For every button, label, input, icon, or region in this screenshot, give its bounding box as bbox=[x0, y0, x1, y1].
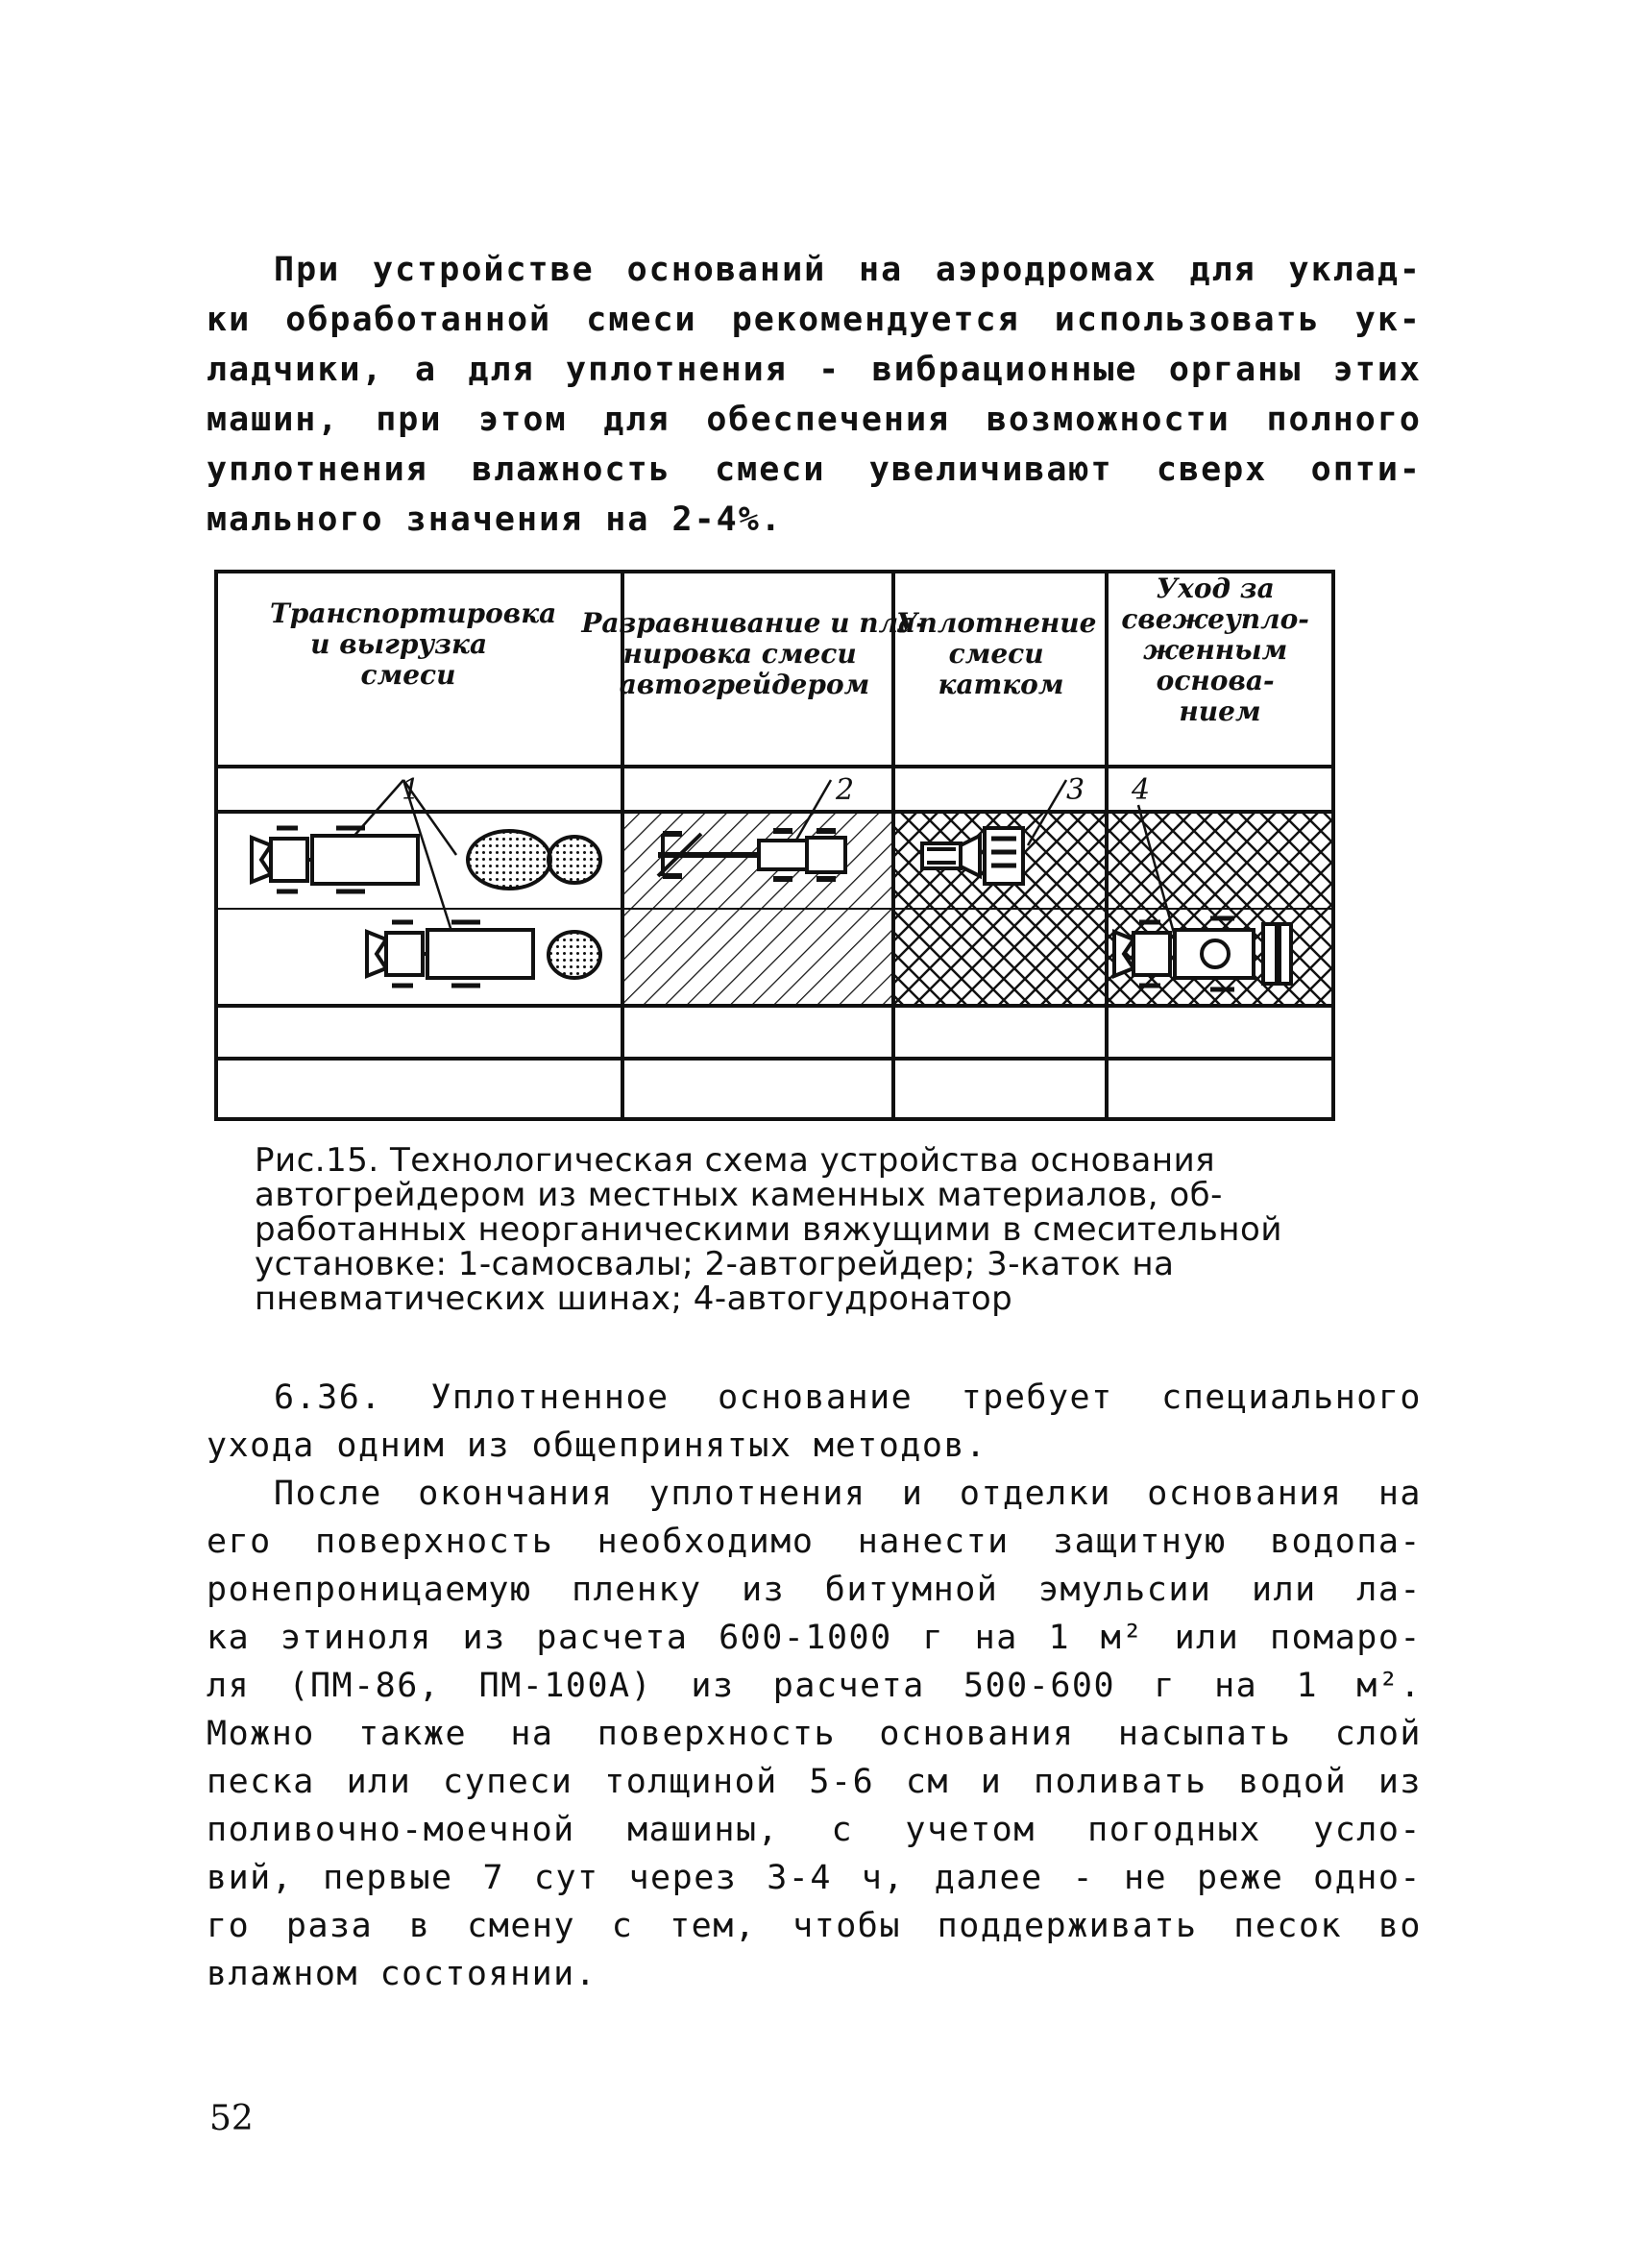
section-6-36 bbox=[207, 1374, 1422, 1998]
text-line: При устройстве оснований на аэродромах для уклад- bbox=[274, 251, 1422, 289]
label-bitumen-sprayer: 4 bbox=[1132, 773, 1151, 807]
intro-paragraph bbox=[207, 245, 1422, 545]
label-roller: 3 bbox=[1066, 773, 1085, 807]
dump-truck-icon bbox=[367, 922, 533, 986]
text-line: уплотнения влажность смеси увеличивают сверх опти- bbox=[207, 451, 1422, 489]
text-line: го раза в смену с тем, чтобы поддерживать песок во bbox=[207, 1907, 1422, 1945]
text-line: ля (ПМ-86, ПМ-100А) из расчета 500-600 г на 1 м². bbox=[207, 1667, 1422, 1705]
caption-line: автогрейдером из местных каменных материалов, об- bbox=[255, 1176, 1223, 1214]
text-line: ки обработанной смеси рекомендуется использовать ук- bbox=[207, 301, 1422, 339]
text-line: поливочно-моечной машины, с учетом погодных усло- bbox=[207, 1811, 1422, 1849]
technology-scheme-figure bbox=[211, 567, 1412, 1124]
text-line: его поверхность необходимо нанести защитную водопа- bbox=[207, 1523, 1422, 1561]
header-transport: Транспортировка и выгрузка смеси bbox=[269, 597, 557, 691]
text-line: вий, первые 7 сут через 3-4 ч, далее - не реже одно- bbox=[207, 1859, 1422, 1897]
header-compaction: Уплотнение смеси катком bbox=[895, 607, 1097, 700]
text-line: ка этиноля из расчета 600-1000 г на 1 м² или помаро- bbox=[207, 1619, 1422, 1657]
text-line: влажном состоянии. bbox=[207, 1955, 597, 1993]
caption-line: пневматических шинах; 4-автогудронатор bbox=[255, 1280, 1013, 1318]
text-line: машин, при этом для обеспечения возможности полного bbox=[207, 401, 1422, 439]
text-line: ухода одним из общепринятых методов. bbox=[207, 1427, 987, 1465]
text-line: ронепроницаемую пленку из битумной эмульсии или ла- bbox=[207, 1571, 1422, 1609]
caption-line: Рис.15. Технологическая схема устройства основания bbox=[255, 1141, 1216, 1180]
caption-line: работанных неорганическими вяжущими в смесительной bbox=[255, 1210, 1282, 1249]
label-grader: 2 bbox=[836, 773, 855, 807]
header-curing: Уход за свежеупло- женным основа- нием bbox=[1121, 573, 1309, 727]
figure-caption bbox=[255, 1143, 1407, 1316]
text-line: 6.36. Уплотненное основание требует специального bbox=[274, 1378, 1422, 1417]
text-line: песка или супеси толщиной 5-6 см и поливать водой из bbox=[207, 1763, 1422, 1801]
text-line: мального значения на 2-4%. bbox=[207, 500, 783, 539]
text-line: После окончания уплотнения и отделки основания на bbox=[274, 1475, 1422, 1513]
dump-truck-icon bbox=[252, 828, 418, 891]
header-grading: Разравнивание и пла- нировка смеси автогрейдером bbox=[581, 607, 927, 700]
label-dump-trucks: 1 bbox=[402, 773, 421, 807]
page-number: 52 bbox=[209, 2099, 254, 2138]
text-line: Можно также на поверхность основания насыпать слой bbox=[207, 1715, 1422, 1753]
text-line: ладчики, а для уплотнения - вибрационные органы этих bbox=[207, 351, 1422, 389]
caption-line: установке: 1-самосвалы; 2-автогрейдер; 3-каток на bbox=[255, 1245, 1175, 1283]
